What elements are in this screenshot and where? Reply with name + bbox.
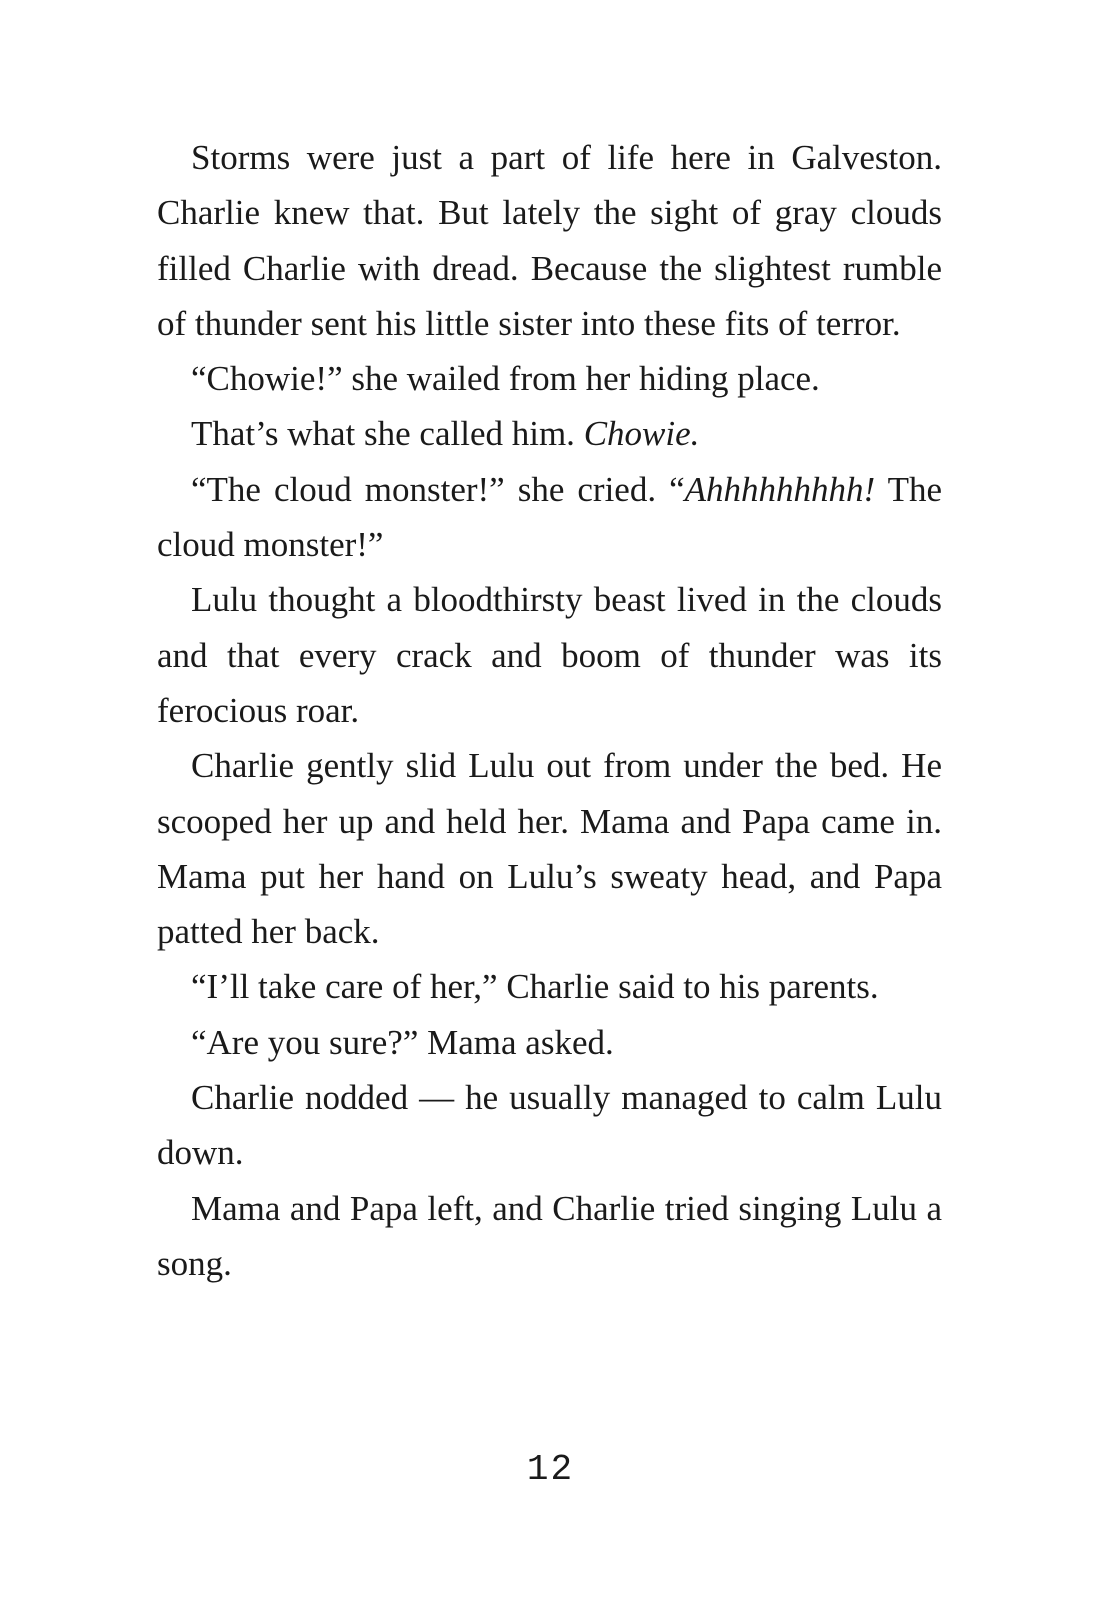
text-run: Charlie nodded — he usually managed to calm Lulu down. xyxy=(157,1078,942,1173)
paragraph xyxy=(157,1181,942,1292)
text-run: “The cloud monster!” she cried. “ xyxy=(191,469,685,509)
text-run: The cloud monster!” xyxy=(157,469,942,565)
body-text xyxy=(157,130,942,1291)
paragraph xyxy=(157,130,942,351)
text-run: Storms were just a part of life here in Galveston. Charlie knew that. But lately the sight of gray clouds filled Charlie with dread. Because the slightest rumble of thunder sent his little sister into these fits of terror. xyxy=(157,138,942,343)
paragraph xyxy=(157,462,942,573)
paragraph xyxy=(157,1070,942,1181)
paragraph xyxy=(157,738,942,959)
text-run: Mama and Papa left, and Charlie tried singing Lulu a song. xyxy=(157,1188,942,1283)
text-run: “Chowie!” she wailed from her hiding place. xyxy=(191,359,820,399)
page-number: 12 xyxy=(526,1449,575,1490)
text-run: “Are you sure?” Mama asked. xyxy=(191,1022,614,1062)
text-run: Lulu thought a bloodthirsty beast lived in the clouds and that every crack and boom of thunder was its ferocious roar. xyxy=(157,580,942,730)
paragraph xyxy=(157,959,942,1014)
text-run: That’s what she called him. xyxy=(191,414,584,454)
italic-text-run: Chowie. xyxy=(583,414,700,454)
paragraph xyxy=(157,406,942,461)
text-run: Charlie gently slid Lulu out from under the bed. He scooped her up and held her. Mama and Papa came in. Mama put her hand on Lulu’s sweaty head, and Papa patted her back. xyxy=(157,746,942,952)
paragraph xyxy=(157,572,942,738)
italic-text-run: Ahhhhhhhhh! xyxy=(684,469,876,509)
paragraph xyxy=(157,1015,942,1070)
paragraph xyxy=(157,351,942,406)
text-run: “I’ll take care of her,” Charlie said to his parents. xyxy=(191,967,879,1007)
